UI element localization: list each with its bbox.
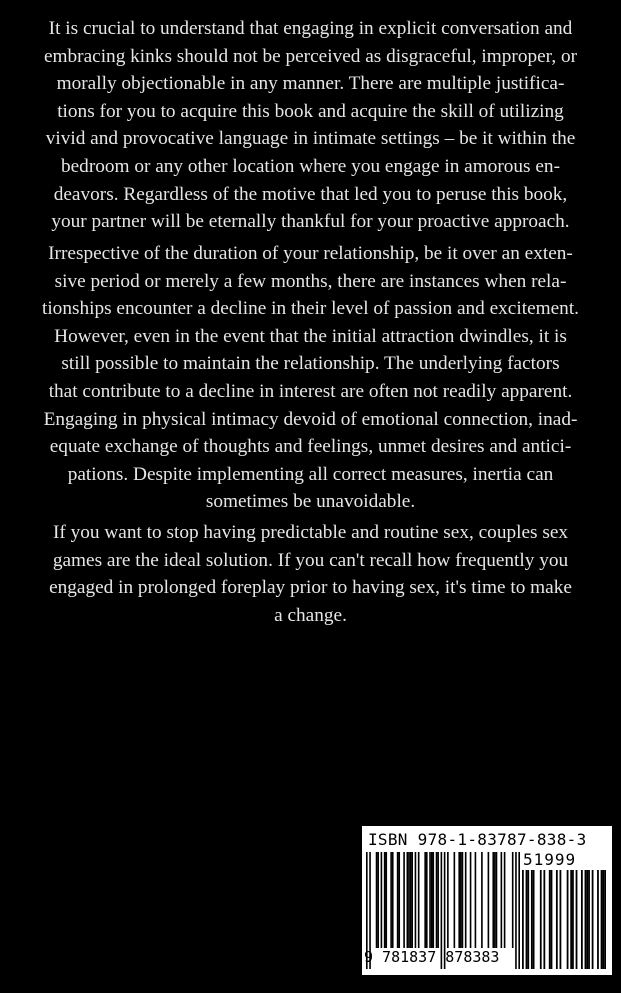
barcode-bar xyxy=(581,870,583,969)
barcode-bar xyxy=(540,870,542,969)
barcode-bar xyxy=(570,870,572,969)
barcode-bar xyxy=(431,852,433,948)
barcode-bar xyxy=(426,852,428,948)
barcode-bar xyxy=(481,852,483,948)
barcode-bar xyxy=(429,852,431,948)
barcode-bar xyxy=(543,870,545,969)
text-line: tionships encounter a decline in their level of passion and excitement. xyxy=(41,298,580,320)
text-line: embracing kinks should not be perceived as disgraceful, improper, or xyxy=(43,45,578,67)
barcode-bar xyxy=(377,852,379,948)
barcode-bar xyxy=(494,852,496,948)
barcode-bar xyxy=(501,852,503,948)
barcode-bar xyxy=(411,852,413,948)
barcode-bar xyxy=(403,852,405,948)
ean-digits: 9 781837 878383 xyxy=(364,948,500,966)
barcode-bar xyxy=(465,852,467,948)
barcode-bar xyxy=(518,852,520,969)
barcode-bar xyxy=(381,852,383,948)
barcode-bar xyxy=(376,852,378,948)
barcode-bar xyxy=(447,852,449,948)
text-line: still possible to maintain the relationship. The underlying factors xyxy=(61,353,560,375)
barcode-bar xyxy=(549,870,551,969)
barcode-bar xyxy=(560,870,562,969)
barcode-bar xyxy=(496,852,498,948)
barcode-bar xyxy=(602,870,604,969)
barcode-bar xyxy=(408,852,410,948)
barcode-bar xyxy=(522,870,524,969)
barcode-bar xyxy=(588,870,590,969)
barcode-bar xyxy=(592,870,594,969)
barcode-bar xyxy=(384,852,386,948)
text-line: your partner will be eternally thankful for your proactive approach. xyxy=(51,211,570,233)
barcode-bar xyxy=(424,852,426,948)
barcode-bar xyxy=(410,852,412,948)
barcode-bar xyxy=(488,852,490,948)
text-line: vivid and provocative language in intimate settings – be it within the xyxy=(45,128,576,150)
back-cover-paragraph-1 xyxy=(21,15,600,236)
text-line: tions for you to acquire this book and acquire the skill of utilizing xyxy=(57,100,564,122)
text-line: engaged in prolonged foreplay prior to having sex, it's time to make xyxy=(49,577,572,599)
isbn-label: ISBN 978-1-83787-838-3 xyxy=(368,830,587,849)
back-cover-paragraph-3 xyxy=(21,519,600,629)
text-line: Irrespective of the duration of your relationship, be it over an exten- xyxy=(48,243,573,264)
barcode-bar xyxy=(512,852,514,948)
barcode-bar xyxy=(392,852,394,948)
text-line: Engaging in physical intimacy devoid of emotional connection, inad- xyxy=(43,408,578,430)
text-line: sive period or merely a few months, there are instances when rela- xyxy=(54,270,567,292)
barcode-bar xyxy=(597,870,599,969)
barcode-bar xyxy=(415,852,417,948)
barcode-bar xyxy=(436,852,438,948)
barcode-bar xyxy=(418,852,420,948)
text-line: morally objectionable in any manner. There are multiple justifica- xyxy=(56,73,565,95)
text-line: It is crucial to understand that engaging in explicit conversation and xyxy=(48,18,573,39)
barcode-bar xyxy=(390,852,392,948)
barcode-bar xyxy=(432,852,434,948)
price-addon-bars xyxy=(522,870,606,969)
barcode-bar xyxy=(397,852,399,948)
back-cover-paragraph-2 xyxy=(21,240,600,516)
barcode-bar xyxy=(492,852,494,948)
barcode-bar xyxy=(533,870,535,969)
barcode-bar xyxy=(460,852,462,948)
barcode-bar xyxy=(504,852,506,948)
barcode-bar xyxy=(601,870,603,969)
barcode-bar xyxy=(585,870,587,969)
text-line: that contribute to a decline in interest are often not readily apparent. xyxy=(48,380,573,402)
barcode-bar xyxy=(458,852,460,948)
text-line: bedroom or any other location where you engage in amorous en- xyxy=(60,155,560,177)
barcode-bar xyxy=(604,870,606,969)
text-line: If you want to stop having predictable and routine sex, couples sex xyxy=(52,522,569,543)
barcode-bar xyxy=(531,870,533,969)
price-code: 51999 xyxy=(523,850,577,869)
barcode-bar xyxy=(556,870,558,969)
text-line: However, even in the event that the initial attraction dwindles, it is xyxy=(54,325,567,347)
text-line: games are the ideal solution. If you can't recall how frequently you xyxy=(52,549,569,571)
barcode-bar xyxy=(586,870,588,969)
barcode-bar xyxy=(526,870,528,969)
barcode-bar xyxy=(515,852,517,969)
barcode-bar xyxy=(567,870,569,969)
text-line: a change. xyxy=(274,604,347,626)
barcode-bar xyxy=(572,870,574,969)
text-line: sometimes be unavoidable. xyxy=(205,491,416,513)
barcode-bar xyxy=(470,852,472,948)
isbn-barcode xyxy=(362,826,612,975)
barcode-bar xyxy=(527,870,529,969)
barcode-bar xyxy=(475,852,477,948)
barcode-bar xyxy=(462,852,464,948)
barcode-bar xyxy=(398,852,400,948)
barcode-bar xyxy=(551,870,553,969)
text-line: equate exchange of thoughts and feelings, unmet desires and antici- xyxy=(49,436,572,458)
barcode-bar xyxy=(407,852,409,948)
barcode-bar xyxy=(454,852,456,948)
text-line: deavors. Regardless of the motive that led you to peruse this book, xyxy=(53,183,568,205)
barcode-bar xyxy=(385,852,387,948)
text-line: pations. Despite implementing all correct measures, inertia can xyxy=(67,463,554,485)
barcode-bar xyxy=(437,852,439,948)
barcode-bar xyxy=(576,870,578,969)
